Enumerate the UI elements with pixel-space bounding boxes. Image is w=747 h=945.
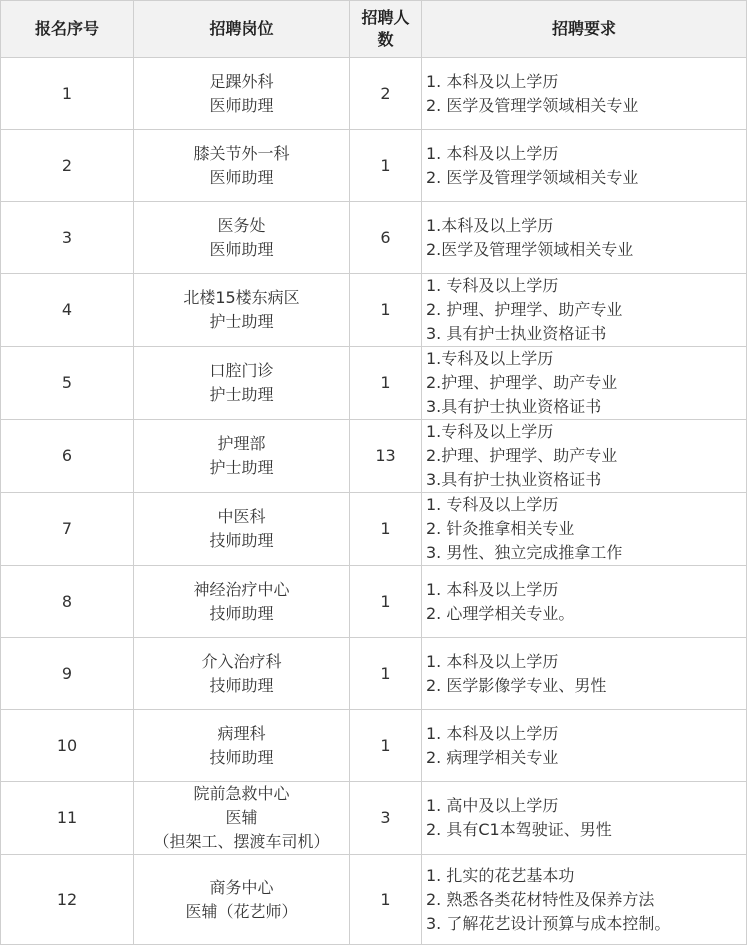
position-line: 护理部 (217, 434, 266, 453)
requirement-line: 2. 病理学相关专业 (426, 747, 559, 767)
requirement-line: 1. 专科及以上学历 (426, 276, 559, 295)
row-requirements (422, 274, 747, 347)
requirement-line: 1. 本科及以上学历 (426, 723, 559, 743)
requirement-line: 2. 具有C1本驾驶证、男性 (426, 820, 612, 839)
position-line: 医师助理 (209, 239, 274, 259)
position-line: 医务处 (217, 215, 266, 235)
requirement-line: 2. 护理、护理学、助产专业 (426, 300, 623, 319)
table-row (1, 566, 747, 638)
requirement-line: 2. 心理学相关专业。 (426, 603, 575, 623)
row-requirements (422, 202, 747, 274)
requirement-line: 1. 本科及以上学历 (426, 71, 559, 91)
row-position (134, 710, 350, 782)
table-row (1, 710, 747, 782)
position-line: 护士助理 (209, 312, 274, 331)
row-count: 1 (350, 855, 422, 945)
table-header-row (1, 1, 747, 58)
requirement-line: 2. 熟悉各类花材特性及保养方法 (426, 889, 655, 909)
row-requirements (422, 420, 747, 493)
row-position (134, 202, 350, 274)
row-count: 1 (350, 638, 422, 710)
table-row (1, 274, 747, 347)
row-position (134, 347, 350, 420)
position-line: 医师助理 (209, 95, 274, 115)
position-line: 技师助理 (209, 675, 274, 695)
requirement-line: 3. 具有护士执业资格证书 (426, 324, 607, 343)
row-seq: 2 (1, 130, 134, 202)
row-position (134, 782, 350, 855)
row-position (134, 58, 350, 130)
requirement-line: 3. 了解花艺设计预算与成本控制。 (426, 913, 671, 933)
row-seq: 9 (1, 638, 134, 710)
requirement-line: 2. 针灸推拿相关专业 (426, 519, 575, 538)
position-line: 院前急救中心 (193, 784, 290, 803)
position-line: 技师助理 (209, 531, 274, 550)
requirement-line: 1. 扎实的花艺基本功 (426, 865, 575, 885)
position-line: 神经治疗中心 (193, 579, 290, 599)
row-position (134, 130, 350, 202)
row-requirements (422, 638, 747, 710)
row-seq: 5 (1, 347, 134, 420)
position-line: 医辅 (225, 808, 258, 827)
requirement-line: 3. 男性、独立完成推拿工作 (426, 543, 623, 562)
row-requirements (422, 855, 747, 945)
position-line: 商务中心 (209, 877, 274, 897)
requirement-line: 1. 本科及以上学历 (426, 579, 559, 599)
table-row (1, 420, 747, 493)
row-seq: 3 (1, 202, 134, 274)
header-seq: 报名序号 (1, 1, 134, 58)
position-line: 护士助理 (209, 385, 274, 404)
row-position (134, 855, 350, 945)
requirement-line: 1. 本科及以上学历 (426, 651, 559, 671)
position-line: 医师助理 (209, 167, 274, 187)
row-position (134, 493, 350, 566)
position-line: 病理科 (217, 723, 266, 743)
table-row (1, 347, 747, 420)
row-count: 6 (350, 202, 422, 274)
requirement-line: 3.具有护士执业资格证书 (426, 397, 602, 416)
row-seq: 12 (1, 855, 134, 945)
row-requirements (422, 710, 747, 782)
row-position (134, 420, 350, 493)
requirement-line: 1.专科及以上学历 (426, 349, 554, 368)
position-line: 口腔门诊 (209, 361, 274, 380)
position-line: 膝关节外一科 (193, 143, 290, 163)
header-position: 招聘岗位 (134, 1, 350, 58)
row-seq: 7 (1, 493, 134, 566)
requirement-line: 1. 本科及以上学历 (426, 143, 559, 163)
table-row (1, 202, 747, 274)
row-count: 1 (350, 493, 422, 566)
requirement-line: 1.本科及以上学历 (426, 215, 554, 235)
table-row (1, 855, 747, 945)
requirement-line: 1. 高中及以上学历 (426, 796, 559, 815)
row-position (134, 274, 350, 347)
requirement-line: 2. 医学影像学专业、男性 (426, 675, 607, 695)
requirement-line: 2. 医学及管理学领域相关专业 (426, 167, 639, 187)
row-seq: 8 (1, 566, 134, 638)
row-requirements (422, 58, 747, 130)
position-line: 医辅（花艺师） (185, 901, 298, 921)
row-seq: 4 (1, 274, 134, 347)
position-line: 技师助理 (209, 747, 274, 767)
row-requirements (422, 347, 747, 420)
row-count: 1 (350, 710, 422, 782)
requirement-line: 1.专科及以上学历 (426, 422, 554, 441)
row-requirements (422, 130, 747, 202)
position-line: 护士助理 (209, 458, 274, 477)
row-count: 3 (350, 782, 422, 855)
position-line: 介入治疗科 (201, 651, 282, 671)
position-line: 北楼15楼东病区 (183, 288, 300, 307)
table-row (1, 130, 747, 202)
row-count: 1 (350, 130, 422, 202)
row-requirements (422, 566, 747, 638)
position-line: （担架工、摆渡车司机） (153, 832, 330, 851)
requirement-line: 2. 医学及管理学领域相关专业 (426, 95, 639, 115)
requirement-line: 3.具有护士执业资格证书 (426, 470, 602, 489)
row-seq: 1 (1, 58, 134, 130)
table-row (1, 782, 747, 855)
requirement-line: 1. 专科及以上学历 (426, 495, 559, 514)
table-row (1, 493, 747, 566)
table-row (1, 638, 747, 710)
row-count: 1 (350, 566, 422, 638)
row-count: 2 (350, 58, 422, 130)
row-seq: 11 (1, 782, 134, 855)
requirement-line: 2.护理、护理学、助产专业 (426, 373, 618, 392)
position-line: 技师助理 (209, 603, 274, 623)
requirement-line: 2.护理、护理学、助产专业 (426, 446, 618, 465)
table-row (1, 58, 747, 130)
row-position (134, 638, 350, 710)
position-line: 中医科 (217, 507, 266, 526)
row-requirements (422, 493, 747, 566)
requirement-line: 2.医学及管理学领域相关专业 (426, 239, 634, 259)
row-seq: 10 (1, 710, 134, 782)
row-count: 1 (350, 347, 422, 420)
row-position (134, 566, 350, 638)
row-count: 13 (350, 420, 422, 493)
header-count: 招聘人数 (350, 1, 422, 58)
row-count: 1 (350, 274, 422, 347)
header-requirements: 招聘要求 (422, 1, 747, 58)
row-requirements (422, 782, 747, 855)
row-seq: 6 (1, 420, 134, 493)
position-line: 足踝外科 (209, 71, 274, 91)
